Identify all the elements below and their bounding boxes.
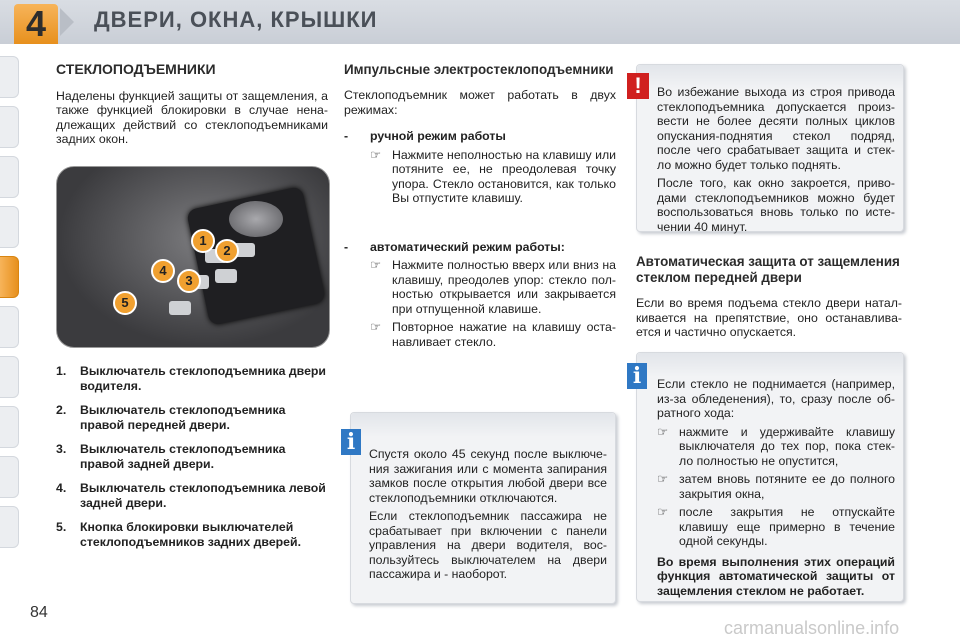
list-text: Выключатель стеклоподъемника правой передней двери. bbox=[80, 403, 286, 432]
list-item bbox=[56, 442, 326, 471]
pointing-hand-icon: ☞ bbox=[657, 424, 669, 439]
chapter-tab[interactable] bbox=[0, 106, 19, 148]
mode-heading bbox=[344, 129, 616, 144]
bullet-text: после закрытия не отпускайте клавишу еще примерно в течение одной секунды. bbox=[679, 505, 895, 548]
list-number: 3. bbox=[56, 442, 67, 456]
info-box-middle bbox=[346, 412, 616, 604]
callout-2: 2 bbox=[215, 239, 239, 263]
middle-column bbox=[344, 62, 616, 349]
info-box-content bbox=[369, 447, 607, 582]
mirror-control-icon bbox=[229, 201, 283, 237]
list-text: Кнопка блокировки выключателей стеклоподъемников задних дверей. bbox=[80, 520, 301, 549]
list-text: Выключатель стеклоподъемника двери водителя. bbox=[80, 364, 326, 393]
list-item bbox=[56, 520, 326, 549]
chapter-tabs bbox=[0, 56, 22, 556]
pointing-hand-icon: ☞ bbox=[370, 320, 382, 334]
box-header bbox=[351, 413, 615, 437]
pointing-hand-icon: ☞ bbox=[657, 505, 669, 519]
mode-heading bbox=[344, 240, 616, 255]
list-item bbox=[56, 481, 326, 510]
warning-icon: ! bbox=[627, 73, 649, 99]
section-title: СТЕКЛОПОДЪЕМНИКИ bbox=[56, 61, 216, 77]
list-item bbox=[56, 364, 326, 393]
info-box-content bbox=[657, 377, 895, 598]
watermark: carmanualsonline.info bbox=[724, 618, 900, 638]
list-text: Выключатель стеклоподъемника правой задней двери. bbox=[80, 442, 286, 471]
switch-legend-list bbox=[56, 364, 326, 559]
list-number: 4. bbox=[56, 481, 67, 495]
pointing-hand-icon: ☞ bbox=[657, 472, 669, 486]
list-number: 1. bbox=[56, 364, 67, 378]
section-body: Если во время подъема стекло двери натал-кивается на препятствие, оно останавлива-ется и частично опускается. bbox=[636, 296, 902, 339]
chapter-number-badge: 4 bbox=[14, 4, 58, 44]
chapter-tab[interactable] bbox=[0, 156, 19, 198]
page-header bbox=[0, 0, 960, 44]
chapter-tab[interactable] bbox=[0, 56, 19, 98]
switch-icon bbox=[215, 269, 237, 283]
bullet-text: нажмите и удерживайте клавишу выключателя до тех пор, пока стек-ло полностью не опустится, bbox=[679, 424, 895, 468]
page-number: 84 bbox=[30, 604, 48, 621]
chapter-tab[interactable] bbox=[0, 356, 19, 398]
box-header bbox=[637, 353, 903, 377]
chapter-tab[interactable] bbox=[0, 306, 19, 348]
info-box-right bbox=[632, 352, 904, 602]
bullet-item bbox=[370, 320, 616, 349]
callout-1: 1 bbox=[191, 229, 215, 253]
info-warning-text: Во время выполнения этих операций функция автоматической защиты от защемления стеклом не работает. bbox=[657, 554, 895, 598]
header-chevron-icon bbox=[60, 8, 74, 36]
callout-5: 5 bbox=[113, 291, 137, 315]
list-number: 5. bbox=[56, 520, 67, 534]
bullet-item bbox=[370, 148, 616, 206]
list-number: 2. bbox=[56, 403, 67, 417]
list-item bbox=[56, 403, 326, 432]
left-column bbox=[56, 62, 328, 147]
dash-mark: - bbox=[344, 129, 349, 143]
section-intro: Наделены функцией защиты от защемления, а также функцией блокировки в случае нена-длежащих действий со стеклоподъемниками задних окон. bbox=[56, 88, 328, 146]
callout-3: 3 bbox=[177, 269, 201, 293]
section-intro: Стеклоподъемник может работать в двух режимах: bbox=[344, 88, 616, 117]
switch-icon bbox=[169, 301, 191, 315]
chapter-tab[interactable] bbox=[0, 206, 19, 248]
pointing-hand-icon: ☞ bbox=[370, 258, 382, 272]
info-icon: i bbox=[627, 363, 647, 389]
bullet-item bbox=[657, 425, 895, 469]
bullet-item bbox=[657, 505, 895, 549]
bullet-text: затем вновь потяните ее до полного закрытия окна, bbox=[679, 472, 895, 501]
bullet-text: Нажмите неполностью на клавишу или потяните ее, не преодолевая точку упора. Стекло остановится, как только Вы отпустите клавишу. bbox=[392, 147, 616, 205]
warning-paragraph: После того, как окно закроется, приво-дами стеклоподъемников можно будет воспользоваться вновь только по исте-чении 40 минут. bbox=[657, 176, 895, 234]
chapter-title: ДВЕРИ, ОКНА, КРЫШКИ bbox=[94, 7, 378, 32]
warning-content bbox=[657, 85, 895, 234]
callout-4: 4 bbox=[151, 259, 175, 283]
warning-box bbox=[636, 64, 904, 232]
anti-pinch-section bbox=[636, 254, 902, 340]
bullet-item bbox=[370, 258, 616, 316]
info-paragraph: Спустя около 45 секунд после выключе-ния зажигания или с момента запирания замков после открытия любой двери все стеклоподъемники отключаются. bbox=[369, 447, 607, 505]
chapter-tab[interactable] bbox=[0, 406, 19, 448]
door-switch-panel-image bbox=[56, 166, 330, 348]
info-paragraph: Если стеклоподъемник пассажира не срабатывает при включении с панели управления на двери водителя, вос-пользуйтесь выключателем на двери пассажира и - наоборот. bbox=[369, 509, 607, 581]
chapter-tab[interactable] bbox=[0, 456, 19, 498]
info-icon: i bbox=[341, 429, 361, 455]
bullet-text: Повторное нажатие на клавишу оста-навливает стекло. bbox=[392, 320, 616, 349]
section-title: Импульсные электростеклоподъемники bbox=[344, 62, 614, 77]
bullet-text: Нажмите полностью вверх или вниз на клавишу, преодолев упор: стекло пол-ностью открывается или закрывается при отпущенной клавише. bbox=[392, 258, 616, 316]
chapter-tab[interactable] bbox=[0, 506, 19, 548]
mode-title: автоматический режим работы: bbox=[370, 239, 565, 254]
chapter-tab-active[interactable] bbox=[0, 256, 19, 298]
mode-title: ручной режим работы bbox=[370, 129, 506, 143]
dash-mark: - bbox=[344, 239, 349, 254]
section-title: Автоматическая защита от защемления стеклом передней двери bbox=[636, 254, 900, 285]
bullet-item bbox=[657, 472, 895, 501]
pointing-hand-icon: ☞ bbox=[370, 147, 382, 162]
info-paragraph: Если стекло не поднимается (например, из-за обледенения), то, сразу после об-ратного хода: bbox=[657, 377, 895, 420]
list-text: Выключатель стеклоподъемника левой задней двери. bbox=[80, 481, 326, 510]
warning-paragraph: Во избежание выхода из строя привода стеклоподъемника допускается произ-вести не более десяти полных циклов опускания-поднятия стекол подряд, после чего срабатывает защита и стек-ло можно будет только поднять. bbox=[657, 85, 895, 172]
